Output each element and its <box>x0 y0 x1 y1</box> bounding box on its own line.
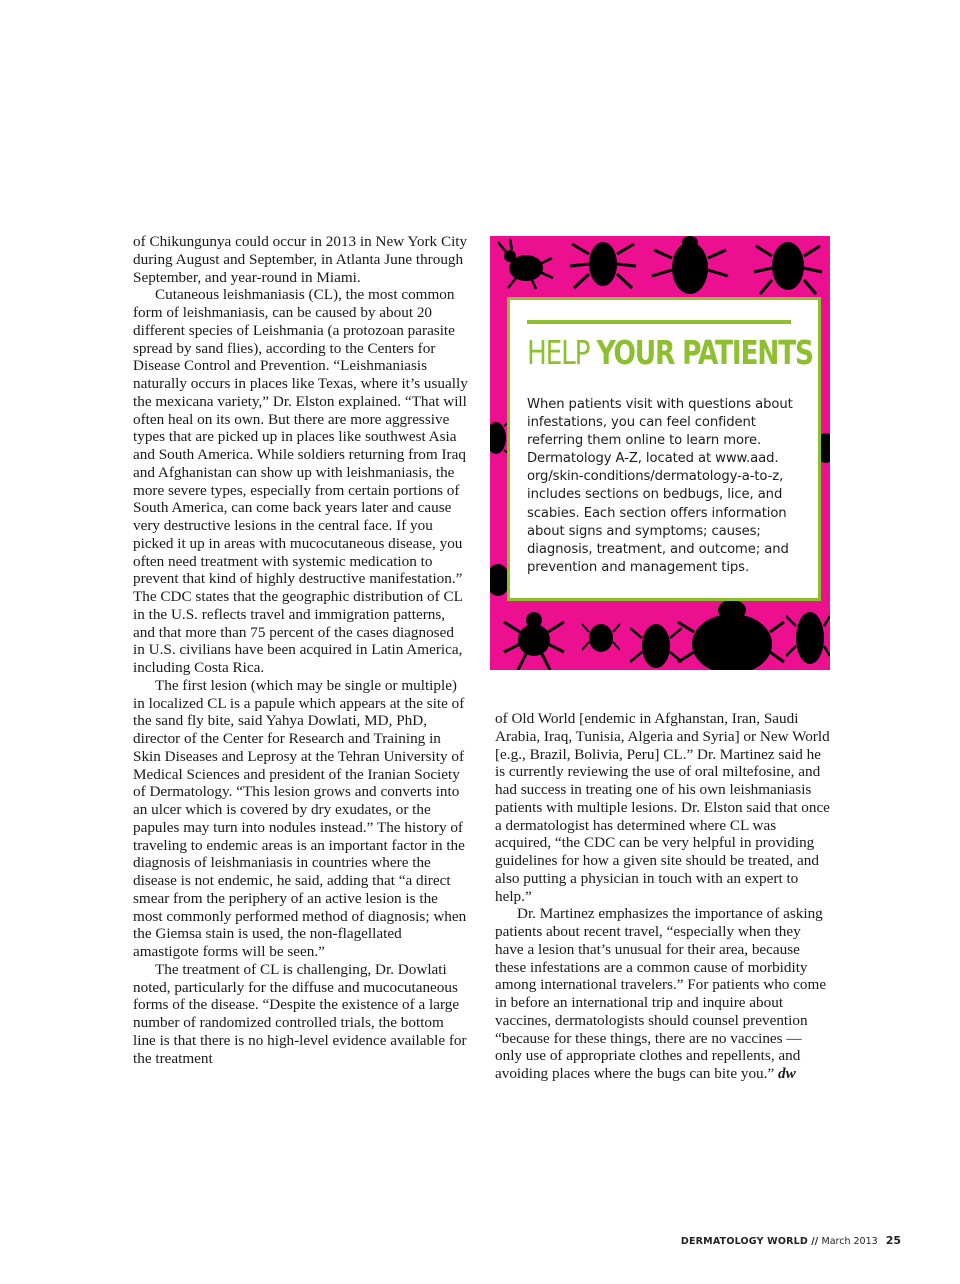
callout-divider <box>527 320 791 324</box>
louse-illustration <box>650 236 730 296</box>
paragraph: Cutaneous leishmaniasis (CL), the most common form of leishmaniasis, can be caused by about 20 different species of Leishmania (a protozoan parasite spread by sand flies), according to the Centers for Disease Control and Prevention. “Leishmaniasis naturally occurs in places like Texas, where it’s usually the mexicana variety,” Dr. Elston explained. “That will often heal on its own. But there are more aggressive types that are picked up in places like southwest Asia and South America. While soldiers returning from Iraq and Afghanistan can show up with leishmaniasis, the more severe types, especially from certain portions of South America, can come back years later and cause very destructive lesions in the central face. If you picked it up in areas with mucocutaneous disease, you often need treatment with systemic medication to prevent that kind of highly destructive manifestation.” The CDC states that the geographic distribution of CL in the U.S. reflects travel and immigration patterns, and that more than 75 percent of the cases diagnosed in U.S. civilians have been acquired in Latin America, including Costa Rica. <box>133 286 468 676</box>
paragraph: of Old World [endemic in Afghanstan, Iran, Saudi Arabia, Iraq, Tunisia, Algeria and Syria] or New World [e.g., Brazil, Bolivia, Peru] CL.” Dr. Martinez said he is currently reviewing the use of oral miltefosine, and had success in treating one of his own leishmaniasis patients with multiple lesions. Dr. Elston said that once a dermatologist has determined where CL was acquired, “the CDC can be very helpful in providing guidelines for how a given site should be treated, and also putting a physician in touch with an expert to help.” <box>495 710 830 905</box>
callout-title-part1: HELP <box>527 333 597 372</box>
louse-illustration <box>752 236 824 298</box>
paragraph-text: Dr. Martinez emphasizes the importance of asking patients about recent travel, “especially when they have a lesion that’s unusual for their area, because these infestations are a common cause of morbidity among international travelers.” For patients who come in before an international trip and inquire about vaccines, dermatologists should counsel prevention “because for these things, there are no vaccines — only use of appropriate clothes and repellents, and avoiding places where the bugs can bite you.” <box>495 905 827 1082</box>
page-number: 25 <box>885 1234 901 1247</box>
article-right-column <box>495 710 830 1083</box>
louse-illustration <box>630 612 682 670</box>
paragraph: of Chikungunya could occur in 2013 in New York City during August and September, in Atlanta June through September, and year-round in Miami. <box>133 233 468 286</box>
signoff: dw <box>778 1065 796 1082</box>
mite-illustration <box>582 614 620 656</box>
callout-body: When patients visit with questions about infestations, you can feel confident referring them online to learn more. Dermatology A-Z, located at www.aad. org/skin-conditions/dermatology-a-to-z, includes sections on bedbugs, lice, and scabies. Each section offers information about signs and symptoms; causes; diagnosis, treatment, and outcome; and prevention and management tips. <box>527 397 793 575</box>
paragraph: The treatment of CL is challenging, Dr. Dowlati noted, particularly for the diffuse and mucocutaneous forms of the disease. “Despite the existence of a large number of randomized controlled trials, the bottom line is that there is no high-level evidence available for the treatment <box>133 960 467 1067</box>
louse-illustration <box>786 598 830 670</box>
issue-date: March 2013 <box>821 1236 878 1247</box>
louse-illustration <box>568 236 638 294</box>
paragraph: The first lesion (which may be single or multiple) in localized CL is a papule which appears at the site of the sand fly bite, said Yahya Dowlati, MD, PhD, director of the Center for Research and Training in Skin Diseases and Leprosy at the Tehran University of Medical Sciences and president of the Iranian Society of Dermatology. “This lesion grows and converts into an ulcer which is covered by dry exudates, or the papules may turn into nodules instead.” The history of traveling to endemic areas is an important factor in the diagnosis of leishmaniasis in countries where the disease is not endemic, he said, adding that “a direct smear from the periphery of an active lesion is the most commonly performed method of diagnosis; when the Giemsa stain is used, the non-flagellated amastigote forms will be seen.” <box>133 676 467 960</box>
page-footer <box>681 1234 901 1247</box>
help-your-patients-sidebar <box>490 236 830 670</box>
paragraph <box>495 905 830 1083</box>
bedbug-illustration <box>496 238 554 290</box>
spider-illustration <box>502 600 566 670</box>
callout-title <box>527 334 813 372</box>
beetle-illustration <box>676 596 786 670</box>
callout-box <box>507 297 821 601</box>
publication-name: DERMATOLOGY WORLD <box>680 1236 808 1247</box>
callout-title-part2: YOUR PATIENTS <box>596 333 813 372</box>
footer-separator: // <box>807 1236 822 1247</box>
article-left-column <box>133 233 468 1067</box>
